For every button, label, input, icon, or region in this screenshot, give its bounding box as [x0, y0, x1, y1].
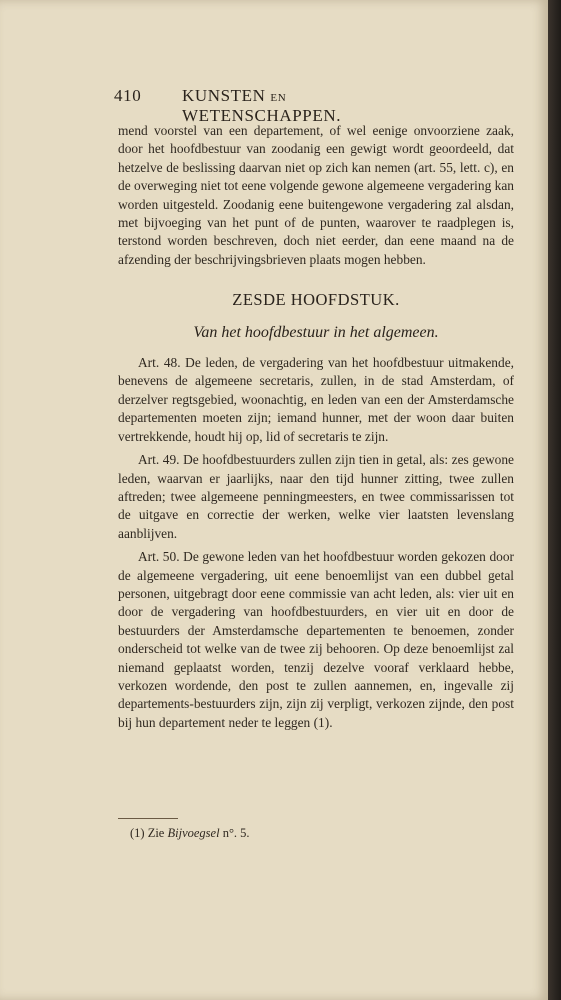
article-50: Art. 50. De gewone leden van het hoofdbestuur worden gekozen door de algemeene vergadering, uit eene benoemlijst van een dubbel getal personen, uitgebragt door eene commissie van acht leden, als: vier uit en door de vergadering van hoofdbestuurders, en vier uit en door de bestuurders der Amsterdamsche departementen te benoemen, zonder onderscheid tot welke van de twee zij behooren. Op deze benoemlijst zal niemand geplaatst worden, tenzij dezelve vooraf verklaard hebbe, verkozen wordende, den post te zullen aannemen, en, ingevalle zij departements-bestuurders zijn, zijn zij verpligt, verkozen zijnde, den post bij hun departement neder te leggen (1).: [118, 549, 514, 730]
chapter-subtitle: Van het hoofdbestuur in het algemeen.: [193, 323, 439, 341]
footnote: [130, 826, 250, 841]
footnote-reference: Bijvoegsel: [167, 826, 220, 840]
running-title: [182, 86, 444, 126]
chapter-title: ZESDE HOOFDSTUK.: [232, 290, 400, 310]
body-text: [118, 122, 514, 732]
title-en: EN: [270, 92, 287, 104]
article-48: Art. 48. De leden, de vergadering van het hoofdbestuur uitmakende, benevens de algemeene secretaris, zullen, in de stad Amsterdam, of derzelver regtsgebied, woonachtig, en leden van een der Amsterdamsche departementen moeten zijn; iemand hunner, met der woon daar buiten vertrekkende, houdt hij op, lid of secretaris te zijn.: [118, 355, 514, 444]
footnote-divider: [118, 818, 178, 819]
intro-paragraph: mend voorstel van een departement, of wel eenige onvoorziene zaak, door het hoofdbestuur van zoodanig een gewigt wordt geoordeeld, dat hetzelve de beslissing daarvan niet op zich kan nemen (art. 55, lett. c), en de overweging niet tot eene volgende gewone algemeene vergadering kan worden uitgesteld. Zoodanig eene buitengewone vergadering zal alsdan, met bijvoeging van het punt of de punten, waarover te raadplegen is, terstond worden beschreven, doch niet eerder, dan eene maand na de afzending der beschrijvingsbrieven plaats mogen hebben.: [118, 123, 514, 267]
article-49: Art. 49. De hoofdbestuurders zullen zijn tien in getal, als: zes gewone leden, waarvan er jaarlijks, naar den tijd hunner zitting, twee zullen aftreden; twee algemeene penningmeesters, en twee commissarissen tot de uitgave en correctie der werken, welke vier laatsten levenslang aanblijven.: [118, 452, 514, 541]
title-part1: KUNSTEN: [182, 86, 266, 105]
page-number: 410: [114, 86, 142, 105]
page-edge: [548, 0, 561, 1000]
footnote-marker: (1) Zie: [130, 826, 165, 840]
footnote-number: n°. 5.: [222, 826, 250, 840]
title-part2: WETENSCHAPPEN.: [182, 106, 342, 125]
